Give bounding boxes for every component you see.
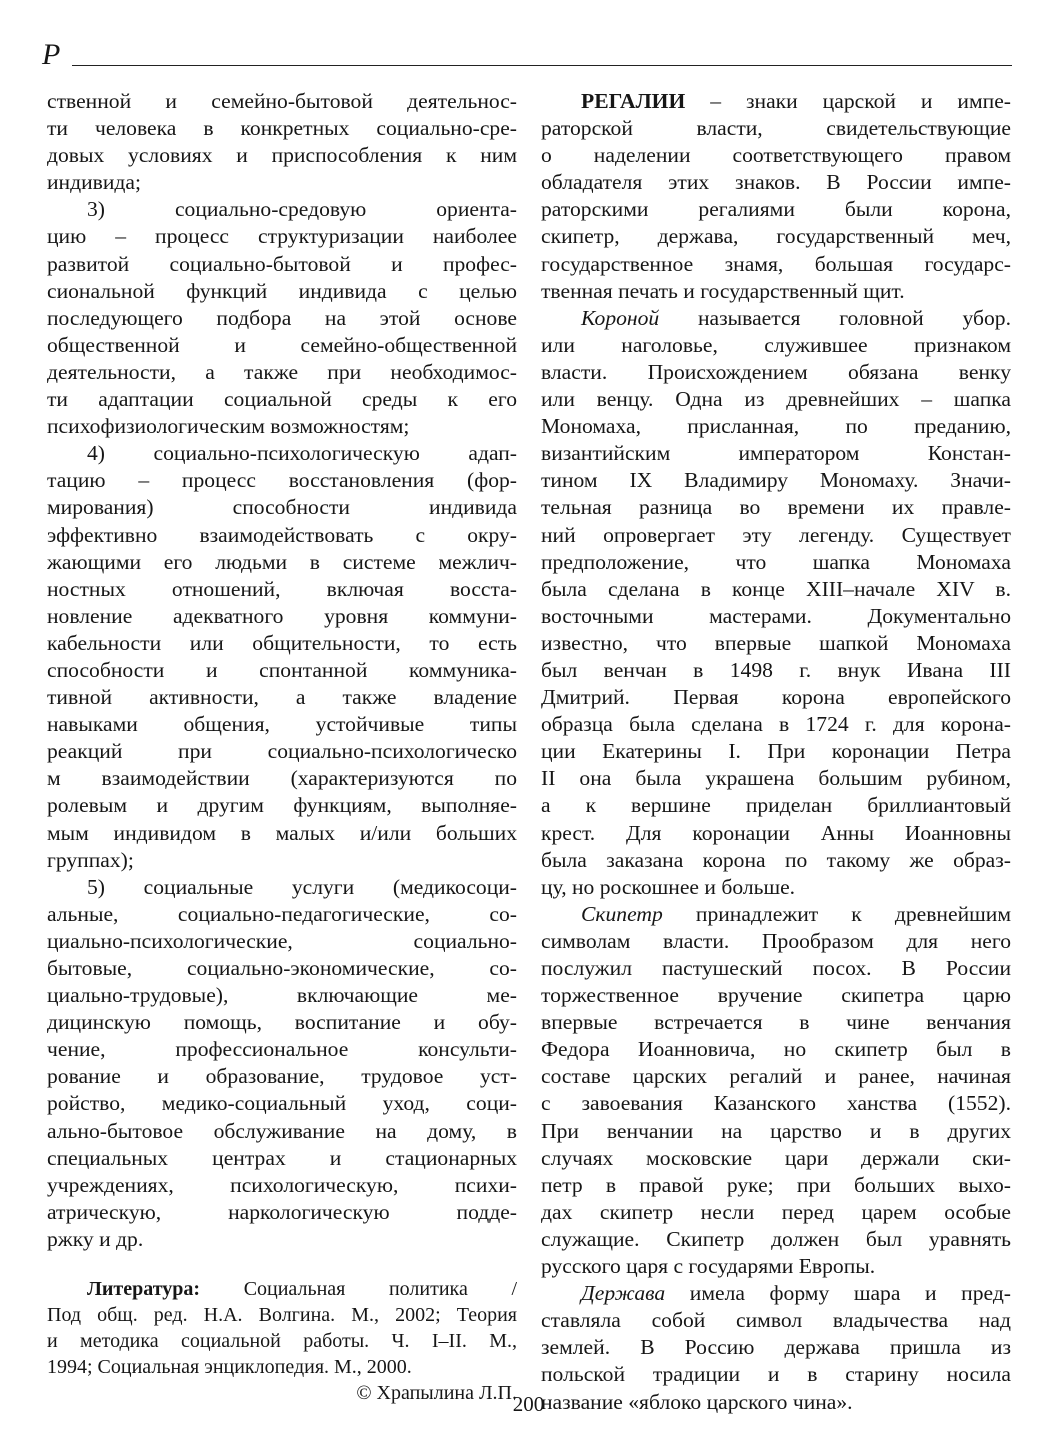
left-column — [47, 88, 517, 1406]
text-line: образца была сделана в 1724 г. для корона- — [541, 712, 1011, 737]
text-line: ролевым и другим функциям, выполняе- — [47, 793, 517, 818]
page-number: 200 — [512, 1392, 545, 1416]
text-line: с завоевания Казанского ханства (1552). — [541, 1091, 1011, 1116]
text-line: ний опровергает эту легенду. Существует — [541, 522, 1011, 547]
text-line: м взаимодействии (характеризуются по — [47, 766, 517, 791]
text-line: способности и спонтанной коммуника- — [47, 657, 517, 682]
text-line: был венчан в 1498 г. внук Ивана III — [541, 657, 1011, 682]
paragraph-crown — [541, 305, 1011, 901]
text-line: специальных центрах и стационарных — [47, 1145, 517, 1170]
text-line: атрическую, наркологическую подде- — [47, 1199, 517, 1224]
entry-definition-start: – знаки царской и импе- — [710, 89, 1011, 113]
text-line: реакций при социально-психологическо — [47, 739, 517, 764]
text-line: крест. Для коронации Анны Иоанновны — [541, 820, 1011, 845]
text-line: 5) социальные услуги (медикосоци- — [87, 874, 517, 899]
text-line: а к вершине приделан бриллиантовый — [541, 793, 1011, 818]
orb-text-start: имела форму шара и пред- — [689, 1281, 1011, 1306]
text-line: тацию – процесс восстановления (фор- — [47, 468, 517, 493]
text-line: была заказана корона по такому же образ- — [541, 847, 1011, 872]
text-line: II она была украшена большим рубином, — [541, 766, 1011, 791]
text-line: мым индивидом в малых и/или больших — [47, 820, 517, 845]
text-line: индивида; — [47, 170, 141, 195]
text-line: альные, социально-педагогические, со- — [47, 901, 517, 926]
paragraph-sceptre — [541, 901, 1011, 1280]
text-line: циально-трудовые), включающие ме- — [47, 983, 517, 1008]
text-line: предположение, что шапка Мономаха — [541, 549, 1011, 574]
crown-term: Короной — [581, 305, 660, 330]
header-rule — [72, 65, 1012, 66]
text-line: ально-бытовое обслуживание на дому, в — [47, 1118, 517, 1143]
sceptre-text-start: принадлежит к древнейшим — [695, 901, 1011, 926]
text-line: византийским императором Констан- — [541, 441, 1011, 466]
text-line: послужил пастушеский посох. В России — [541, 956, 1011, 980]
paragraph-regalia — [541, 88, 1011, 305]
sceptre-term: Скипетр — [581, 901, 663, 926]
text-line: довых условиях и приспособления к ним — [47, 143, 517, 168]
text-line: название «яблоко царского чина». — [541, 1389, 853, 1414]
text-line — [541, 901, 1011, 928]
text-line: торжественное вручение скипетра царю — [541, 983, 1011, 1008]
author-signature: © Храпылина Л.П. — [356, 1382, 517, 1405]
text-line: эффективно взаимодействовать с окру- — [47, 522, 517, 547]
text-line: цу, но роскошнее и больше. — [541, 874, 796, 899]
text-line: или наголовье, служившее признаком — [541, 332, 1011, 357]
text-line: о наделении соответствующего правом — [541, 143, 1011, 168]
text-line: польской традиции и в старину носила — [541, 1362, 1011, 1387]
literature-line: и методика социальной работы. Ч. I–II. М., — [47, 1330, 517, 1353]
text-line: рование и образование, трудовое уст- — [47, 1064, 517, 1089]
text-line: ственной и семейно-бытовой деятельнос- — [47, 89, 517, 113]
running-header — [42, 40, 1012, 74]
text-line: русского царя с государями Европы. — [541, 1254, 876, 1279]
text-line: общественной и семейно-общественной — [47, 332, 517, 357]
text-line: Мономаха, присланная, по преданию, — [541, 414, 1011, 439]
text-line: власти. Происхождением обязана венку — [541, 359, 1011, 384]
text-line — [541, 305, 1011, 332]
text-line: государственное знамя, большая государс- — [541, 251, 1011, 276]
text-line: тивной активности, а также владение — [47, 685, 517, 710]
text-line: Дмитрий. Первая корона европейского — [541, 685, 1011, 710]
text-line: развитой социально-бытовой и профес- — [47, 251, 517, 276]
text-line: навыками общения, устойчивые типы — [47, 712, 517, 737]
paragraph-item-5 — [47, 874, 517, 1253]
text-line: твенная печать и государственный щит. — [541, 278, 905, 303]
text-line: циально-психологические, социально- — [47, 928, 517, 953]
paragraph-item-4 — [47, 440, 517, 874]
entry-term: РЕГАЛИИ — [581, 89, 686, 113]
text-line: кабельности или общительности, то есть — [47, 630, 517, 655]
text-line: составе царских регалий и ранее, начиная — [541, 1064, 1011, 1089]
text-line: цию – процесс структуризации наиболее — [47, 224, 517, 249]
literature-block — [47, 1276, 517, 1380]
text-line: петр в правой руке; при больших выхо- — [541, 1172, 1011, 1197]
text-line: группах); — [47, 847, 134, 872]
text-line: раторской власти, свидетельствующие — [541, 116, 1011, 141]
text-line: последующего подбора на этой основе — [47, 305, 517, 330]
text-line: психофизиологическим возможностям; — [47, 414, 410, 439]
text-line: ти адаптации социальной среды к его — [47, 387, 517, 412]
right-column — [541, 88, 1011, 1416]
text-line: сиональной функций индивида с целью — [47, 278, 517, 303]
text-line: ржку и др. — [47, 1226, 144, 1251]
text-line: тином IX Владимиру Мономаху. Значи- — [541, 468, 1011, 493]
text-line: Федора Иоанновича, но скипетр был в — [541, 1037, 1011, 1062]
text-line: 4) социально-психологическую адап- — [87, 441, 517, 466]
literature-line — [47, 1276, 517, 1302]
text-line: раторскими регалиями были корона, — [541, 197, 1011, 222]
text-line: ции Екатерины I. При коронации Петра — [541, 739, 1011, 764]
crown-text-start: называется головной убор. — [697, 305, 1011, 330]
text-line: или венцу. Одна из древнейших – шапка — [541, 387, 1011, 412]
text-line: дах скипетр несли перед царем особые — [541, 1199, 1011, 1224]
text-line: дицинскую помощь, воспитание и обу- — [47, 1010, 517, 1035]
text-line: 3) социально-средовую ориента- — [87, 197, 517, 222]
text-line: ти человека в конкретных социально-сре- — [47, 116, 517, 141]
text-line: случаях московские цари держали ски- — [541, 1145, 1011, 1170]
text-line: деятельности, а также при необходимос- — [47, 359, 517, 384]
text-line: ностных отношений, включая восста- — [47, 576, 517, 601]
text-line — [541, 88, 1011, 115]
text-line: тельная разница во времени их правле- — [541, 495, 1011, 520]
literature-text: Социальная политика / — [243, 1278, 517, 1301]
text-line: ройство, медико-социальный уход, соци- — [47, 1091, 517, 1116]
literature-line: 1994; Социальная энциклопедия. М., 2000. — [47, 1356, 412, 1379]
paragraph-item-3 — [47, 196, 517, 440]
text-line — [541, 1280, 1011, 1307]
text-line: жающими его людьми в системе межлич- — [47, 549, 517, 574]
text-line: служащие. Скипетр должен был уравнять — [541, 1226, 1011, 1251]
text-line: известно, что впервые шапкой Мономаха — [541, 630, 1011, 655]
text-line: При венчании на царство и в других — [541, 1118, 1011, 1143]
text-line: была сделана в конце XIII–начале XIV в. — [541, 576, 1011, 601]
orb-term: Держава — [581, 1281, 666, 1306]
paragraph-continued — [47, 88, 517, 196]
text-line: мирования) способности индивида — [47, 495, 517, 520]
text-line: бытовые, социально-экономические, со- — [47, 956, 517, 980]
text-line: восточными мастерами. Документально — [541, 603, 1011, 628]
text-line: новление адекватного уровня коммуни- — [47, 603, 517, 628]
text-line: землей. В Россию держава пришла из — [541, 1335, 1011, 1360]
text-line: символам власти. Прообразом для него — [541, 928, 1011, 953]
text-line: впервые встречается в чине венчания — [541, 1010, 1011, 1035]
literature-label: Литература: — [87, 1278, 201, 1301]
text-line: обладателя этих знаков. В России импе- — [541, 170, 1011, 195]
literature-line: Под общ. ред. Н.А. Волгина. М., 2002; Теория — [47, 1304, 517, 1327]
text-line: скипетр, держава, государственный меч, — [541, 224, 1011, 249]
text-line: учреждениях, психологическую, психи- — [47, 1172, 517, 1197]
text-line: ставляла собой символ владычества над — [541, 1308, 1011, 1333]
text-line: чение, профессиональное консульти- — [47, 1037, 517, 1062]
section-letter: Р — [42, 38, 61, 71]
